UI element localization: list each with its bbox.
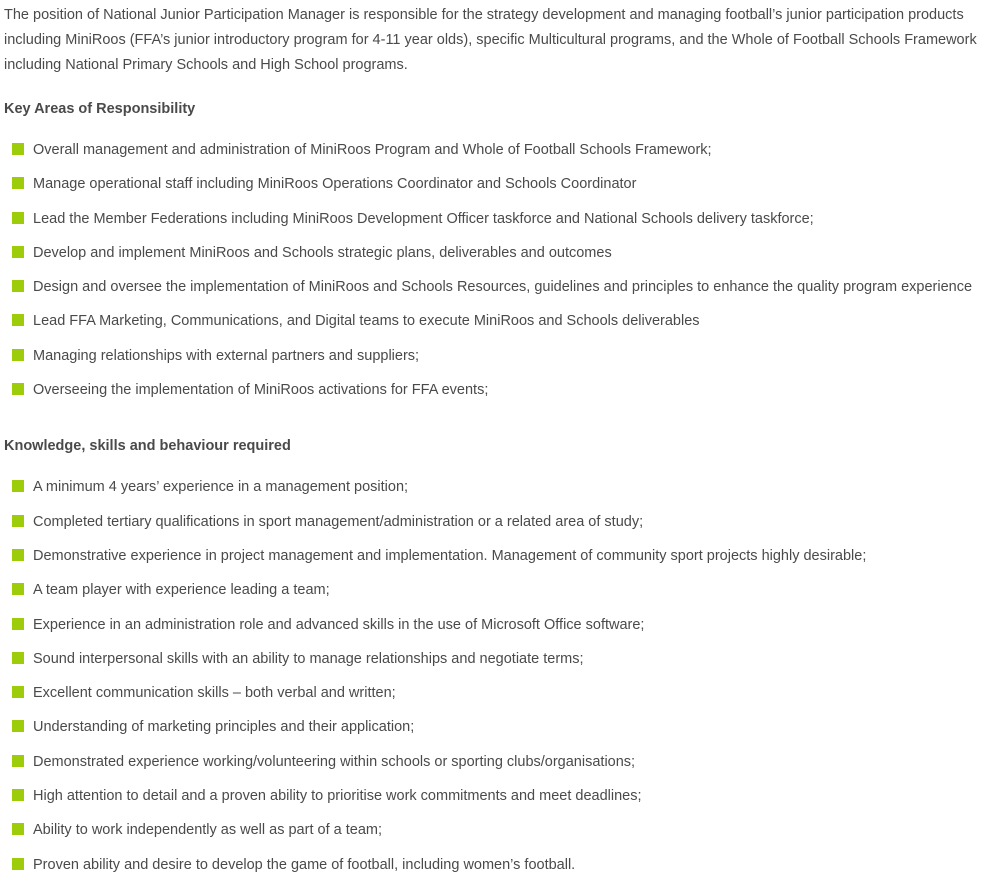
list-item: Lead the Member Federations including MiniRoos Development Officer taskforce and National Schools delivery taskforce;	[4, 210, 997, 244]
square-bullet-icon	[12, 755, 24, 767]
square-bullet-icon	[12, 583, 24, 595]
list-item: A minimum 4 years’ experience in a management position;	[4, 478, 997, 512]
square-bullet-icon	[12, 686, 24, 698]
responsibilities-list	[4, 141, 997, 415]
square-bullet-icon	[12, 383, 24, 395]
square-bullet-icon	[12, 212, 24, 224]
list-item: Proven ability and desire to develop the game of football, including women’s football.	[4, 856, 997, 890]
list-item: Understanding of marketing principles and their application;	[4, 718, 997, 752]
square-bullet-icon	[12, 349, 24, 361]
square-bullet-icon	[12, 618, 24, 630]
list-item: Design and oversee the implementation of MiniRoos and Schools Resources, guidelines and principles to enhance the quality program experience	[4, 278, 997, 312]
list-item: Manage operational staff including MiniRoos Operations Coordinator and Schools Coordinator	[4, 175, 997, 209]
knowledge-list	[4, 478, 997, 890]
square-bullet-icon	[12, 652, 24, 664]
list-item: Excellent communication skills – both verbal and written;	[4, 684, 997, 718]
section-heading-responsibilities: Key Areas of Responsibility	[4, 101, 196, 117]
list-item: Demonstrated experience working/volunteering within schools or sporting clubs/organisations;	[4, 753, 997, 787]
list-item: Sound interpersonal skills with an ability to manage relationships and negotiate terms;	[4, 650, 997, 684]
square-bullet-icon	[12, 823, 24, 835]
square-bullet-icon	[12, 246, 24, 258]
square-bullet-icon	[12, 789, 24, 801]
list-item: Completed tertiary qualifications in sport management/administration or a related area of study;	[4, 513, 997, 547]
list-item: Overall management and administration of MiniRoos Program and Whole of Football Schools Framework;	[4, 141, 997, 175]
square-bullet-icon	[12, 720, 24, 732]
list-item: Develop and implement MiniRoos and Schools strategic plans, deliverables and outcomes	[4, 244, 997, 278]
square-bullet-icon	[12, 314, 24, 326]
section-heading-knowledge: Knowledge, skills and behaviour required	[4, 438, 291, 455]
list-item: High attention to detail and a proven ability to prioritise work commitments and meet deadlines;	[4, 787, 997, 821]
list-item: Overseeing the implementation of MiniRoos activations for FFA events;	[4, 381, 997, 415]
list-item: Ability to work independently as well as part of a team;	[4, 821, 997, 855]
list-item: A team player with experience leading a team;	[4, 581, 997, 615]
square-bullet-icon	[12, 858, 24, 870]
list-item: Lead FFA Marketing, Communications, and Digital teams to execute MiniRoos and Schools deliverables	[4, 312, 997, 346]
square-bullet-icon	[12, 549, 24, 561]
square-bullet-icon	[12, 515, 24, 527]
list-item: Experience in an administration role and advanced skills in the use of Microsoft Office software;	[4, 616, 997, 650]
square-bullet-icon	[12, 480, 24, 492]
square-bullet-icon	[12, 177, 24, 189]
list-item: Demonstrative experience in project management and implementation. Management of community sport projects highly desirable;	[4, 547, 997, 581]
square-bullet-icon	[12, 143, 24, 155]
list-item: Managing relationships with external partners and suppliers;	[4, 347, 997, 381]
intro-paragraph: The position of National Junior Participation Manager is responsible for the strategy development and managing football’s junior participation products including MiniRoos (FFA’s junior introductory program for 4-11 year olds), specific Multicultural programs, and the Whole of Football Schools Framework including National Primary Schools and High School programs.	[4, 7, 977, 73]
square-bullet-icon	[12, 280, 24, 292]
